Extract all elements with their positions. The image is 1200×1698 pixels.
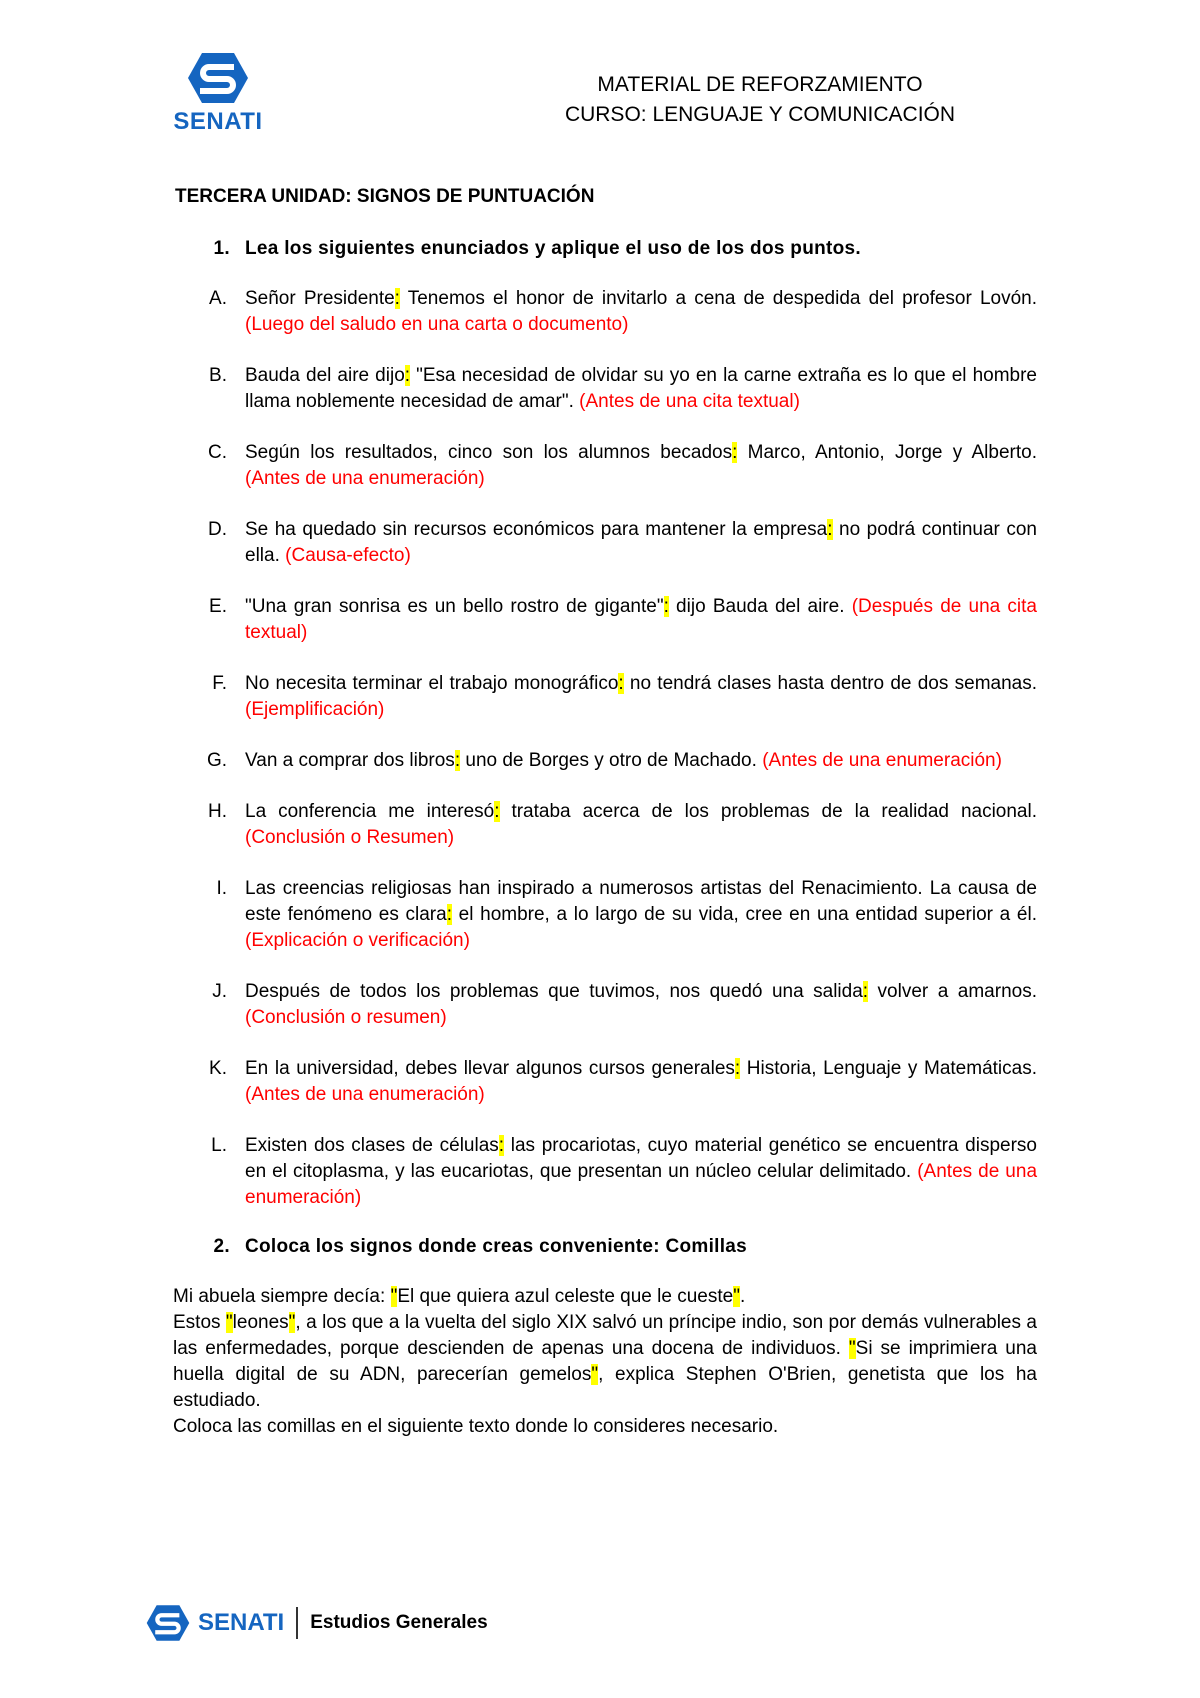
item-letter: D. <box>208 519 227 540</box>
usage-note: (Antes de una enumeración) <box>245 468 485 489</box>
item-letter: B. <box>209 365 227 386</box>
highlighted-quote: " <box>225 1312 233 1333</box>
footer-divider <box>296 1607 298 1639</box>
item-sentence-start: Existen dos clases de células <box>245 1135 499 1156</box>
usage-note: (Causa-efecto) <box>285 545 411 566</box>
usage-note: (Antes de una enumeración) <box>762 750 1002 771</box>
exercise-item <box>175 1133 1037 1211</box>
paragraph-2 <box>173 1310 1037 1414</box>
item-letter: H. <box>208 801 227 822</box>
item-text <box>245 1133 1037 1211</box>
highlighted-colon: : <box>827 519 833 540</box>
senati-logo <box>168 52 268 136</box>
item-letter: F. <box>212 673 227 694</box>
exercise-list <box>175 286 1037 1211</box>
highlighted-colon: : <box>454 750 461 771</box>
text-span: Estos <box>173 1312 226 1333</box>
usage-note: (Ejemplificación) <box>245 699 385 720</box>
item-sentence-start: En la universidad, debes llevar algunos cursos generales <box>245 1058 735 1079</box>
text-span: . <box>739 1286 746 1307</box>
senati-logo-text: SENATI <box>173 108 263 135</box>
item-text <box>245 440 1037 492</box>
item-sentence-start: Se ha quedado sin recursos económicos para mantener la empresa <box>245 519 828 540</box>
text-span: , a los que a la vuelta del siglo XIX salvó un príncipe indio, son por demás vulnerables a las enfermedades, porque descienden de apenas una docena de individuos. <box>173 1312 1037 1359</box>
item-sentence-start: Señor Presidente <box>245 288 395 309</box>
text-span: Mi abuela siempre decía: <box>173 1286 391 1307</box>
item-sentence-start: Después de todos los problemas que tuvimos, nos quedó una salida <box>245 981 863 1002</box>
usage-note: (Conclusión o Resumen) <box>245 827 455 848</box>
item-text <box>245 594 1037 646</box>
document-header <box>460 70 1060 130</box>
highlighted-quote: " <box>390 1286 398 1307</box>
exercise-item <box>175 876 1037 954</box>
quotes-exercise-text <box>173 1284 1037 1440</box>
item-sentence-start: Van a comprar dos libros <box>245 750 455 771</box>
item-sentence-start: No necesita terminar el trabajo monográfico <box>245 673 619 694</box>
question-2-title <box>175 1234 1037 1260</box>
usage-note: (Explicación o verificación) <box>245 930 470 951</box>
item-sentence-start: Las creencias religiosas han inspirado a numerosos artistas del Renacimiento. La causa de este fenómeno es clara <box>245 878 1037 925</box>
item-letter: I. <box>216 878 227 899</box>
item-text <box>245 671 1037 723</box>
highlighted-quote: " <box>288 1312 296 1333</box>
item-sentence-end: no tendrá clases hasta dentro de dos semanas. <box>623 673 1037 694</box>
highlighted-colon: : <box>446 904 452 925</box>
usage-note: (Antes de una enumeración) <box>245 1084 485 1105</box>
item-text <box>245 799 1037 851</box>
item-text <box>245 979 1037 1031</box>
highlighted-quote: " <box>591 1364 599 1385</box>
question-text: Lea los siguientes enunciados y aplique el uso de los dos puntos. <box>245 238 862 259</box>
usage-note: (Luego del saludo en una carta o documento) <box>245 314 629 335</box>
highlighted-colon: : <box>394 288 400 309</box>
text-span: Si se imprimiera una huella digital de su ADN, parecerían gemelos <box>173 1338 1038 1385</box>
usage-note: (Antes de una enumeración) <box>245 1161 1038 1208</box>
highlighted-colon: : <box>663 596 669 617</box>
highlighted-colon: : <box>498 1135 505 1156</box>
item-letter: G. <box>206 750 227 771</box>
paragraph-1 <box>173 1284 1037 1310</box>
item-sentence-end: no podrá continuar con ella. <box>245 519 1037 566</box>
usage-note: (Conclusión o resumen) <box>245 1007 447 1028</box>
item-sentence-start: Según los resultados, cinco son los alumnos becados <box>245 442 733 463</box>
text-span: El que quiera azul celeste que le cueste <box>397 1286 734 1307</box>
highlighted-colon: : <box>494 801 500 822</box>
question-1-title <box>175 236 1037 262</box>
item-text <box>245 286 1037 338</box>
exercise-item <box>175 363 1037 415</box>
item-sentence-end: dijo Bauda del aire. <box>668 596 845 617</box>
exercise-item <box>175 440 1037 492</box>
question-number: 1. <box>213 238 230 259</box>
exercise-item <box>175 286 1037 338</box>
question-number: 2. <box>213 1236 230 1257</box>
usage-note: (Antes de una cita textual) <box>579 391 800 412</box>
senati-emblem-icon <box>146 1604 190 1642</box>
question-text: Coloca los signos donde creas conveniente: Comillas <box>245 1236 748 1257</box>
item-sentence-end: Tenemos el honor de invitarlo a cena de despedida del profesor Lovón. <box>399 288 1037 309</box>
footer-label: Estudios Generales <box>310 1612 488 1633</box>
paragraph-3: Coloca las comillas en el siguiente texto donde lo consideres necesario. <box>173 1416 779 1437</box>
item-text <box>245 363 1037 415</box>
item-letter: C. <box>208 442 227 463</box>
highlighted-colon: : <box>862 981 869 1002</box>
item-sentence-end: uno de Borges y otro de Machado. <box>460 750 757 771</box>
item-sentence-start: Bauda del aire dijo <box>245 365 405 386</box>
senati-emblem-icon <box>187 52 249 104</box>
usage-note: (Después de una cita textual) <box>245 596 1037 643</box>
item-text <box>245 517 1037 569</box>
exercise-item <box>175 748 1037 774</box>
exercise-item <box>175 979 1037 1031</box>
exercise-item <box>175 1056 1037 1108</box>
exercise-item <box>175 517 1037 569</box>
item-sentence-end: Historia, Lenguaje y Matemáticas. <box>740 1058 1037 1079</box>
exercise-item <box>175 671 1037 723</box>
highlighted-quote: " <box>848 1338 856 1359</box>
item-letter: A. <box>209 288 227 309</box>
header-line-1: MATERIAL DE REFORZAMIENTO <box>597 73 923 96</box>
text-span: , explica Stephen O'Brien, genetista que los ha estudiado. <box>173 1364 1037 1411</box>
header-line-2: CURSO: LENGUAJE Y COMUNICACIÓN <box>564 103 956 126</box>
page-footer <box>146 1604 488 1642</box>
item-letter: L. <box>211 1135 227 1156</box>
text-span: leones <box>232 1312 289 1333</box>
highlighted-colon: : <box>734 1058 741 1079</box>
item-letter: K. <box>209 1058 227 1079</box>
item-sentence-start: "Una gran sonrisa es un bello rostro de gigante" <box>245 596 664 617</box>
item-sentence-end: Marco, Antonio, Jorge y Alberto. <box>737 442 1037 463</box>
item-letter: J. <box>212 981 227 1002</box>
item-sentence-end: volver a amarnos. <box>868 981 1037 1002</box>
item-sentence-end: trataba acerca de los problemas de la realidad nacional. <box>499 801 1037 822</box>
item-sentence-start: La conferencia me interesó <box>245 801 495 822</box>
highlighted-colon: : <box>404 365 411 386</box>
highlighted-colon: : <box>732 442 738 463</box>
item-text <box>245 748 1037 774</box>
document-body <box>175 236 1037 1440</box>
highlighted-colon: : <box>618 673 624 694</box>
exercise-item <box>175 799 1037 851</box>
footer-logo-text: SENATI <box>198 1609 285 1636</box>
highlighted-quote: " <box>733 1286 740 1307</box>
item-sentence-end: el hombre, a lo largo de su vida, cree en una entidad superior a él. <box>451 904 1037 925</box>
item-text <box>245 1056 1037 1108</box>
item-text <box>245 876 1037 954</box>
exercise-item <box>175 594 1037 646</box>
item-letter: E. <box>209 596 227 617</box>
item-sentence-end: las procariotas, cuyo material genético se encuentra disperso en el citoplasma, y las eucariotas, que presentan un núcleo celular delimitado. <box>245 1135 1037 1182</box>
item-sentence-end: "Esa necesidad de olvidar su yo en la carne extraña es lo que el hombre llama noblemente necesidad de amar". <box>245 365 1037 412</box>
unit-title: TERCERA UNIDAD: SIGNOS DE PUNTUACIÓN <box>175 186 595 207</box>
